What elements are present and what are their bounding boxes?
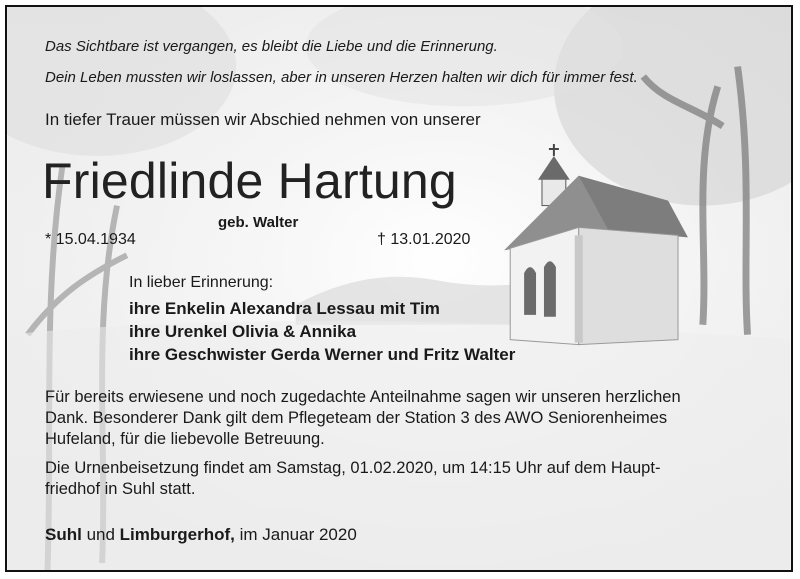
thanks-line-1: Für bereits erwiesene und noch zugedachte Anteilnahme sagen wir unseren herzlichen (45, 388, 681, 406)
thanks-line-2: Dank. Besonderer Dank gilt dem Pflegeteam der Station 3 des AWO Seniorenheimes (45, 409, 668, 427)
birth-date: * 15.04.1934 (45, 231, 136, 248)
signature-place-2: Limburgerhof, (119, 525, 235, 544)
family-line-1: ihre Enkelin Alexandra Lessau mit Tim (129, 299, 440, 318)
death-date: † 13.01.2020 (377, 231, 471, 248)
signature-connector: und (81, 525, 120, 544)
thanks-line-3: Hufeland, für die liebevolle Betreuung. (45, 430, 325, 448)
quote-line-2: Dein Leben mussten wir loslassen, aber in unseren Herzen halten wir dich für immer fest. (45, 69, 638, 86)
quote-line-1: Das Sichtbare ist vergangen, es bleibt die Liebe und die Erinnerung. (45, 38, 498, 55)
funeral-line-2: friedhof in Suhl statt. (45, 480, 196, 498)
family-line-2: ihre Urenkel Olivia & Annika (129, 322, 357, 341)
funeral-line-1: Die Urnenbeisetzung findet am Samstag, 01.02.2020, um 14:15 Uhr auf dem Haupt- (45, 459, 661, 477)
signature-line (45, 525, 357, 545)
family-line-3: ihre Geschwister Gerda Werner und Fritz Walter (129, 345, 516, 364)
memory-label: In lieber Erinnerung: (129, 274, 274, 291)
signature-place-1: Suhl (45, 525, 82, 544)
deceased-name: Friedlinde Hartung (42, 153, 457, 209)
signature-date: im Januar 2020 (234, 525, 357, 544)
obituary-frame (5, 5, 793, 572)
maiden-name: geb. Walter (218, 214, 299, 231)
intro-text: In tiefer Trauer müssen wir Abschied nehmen von unserer (45, 110, 481, 129)
